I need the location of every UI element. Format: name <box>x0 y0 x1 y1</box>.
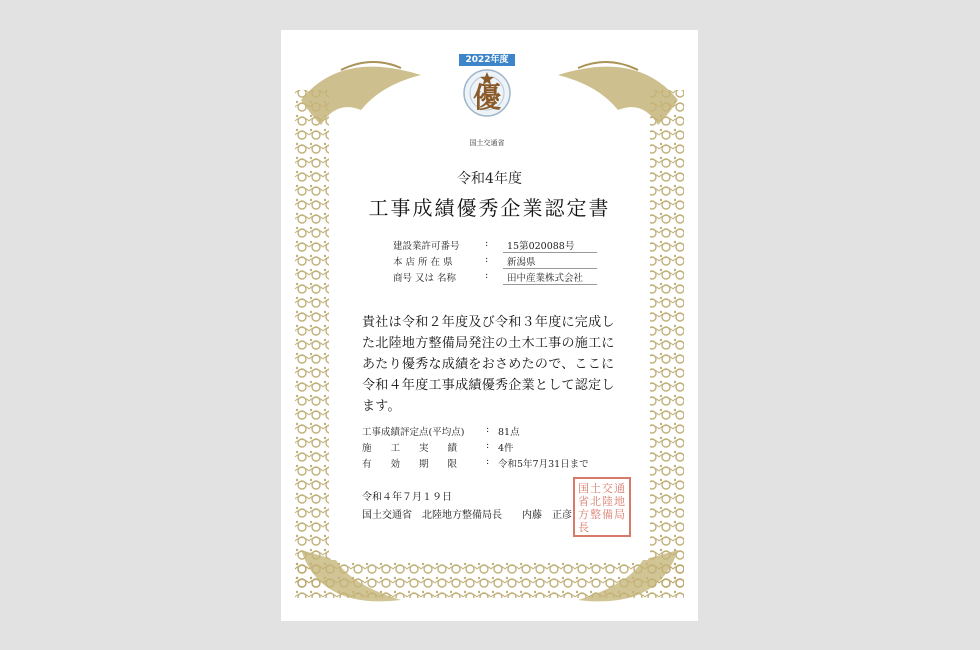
award-badge <box>459 54 515 152</box>
certificate-body: 貴社は令和２年度及び令和３年度に完成した北陸地方整備局発注の土木工事の施工にあたり優秀な成績をおさめたので、ここに令和４年度工事成績優秀企業として認定します。 <box>362 315 615 414</box>
badge-character: 優 <box>472 81 501 114</box>
stat-row <box>362 454 622 470</box>
certificate-paper <box>281 30 698 621</box>
info-label: 建設業許可番号 <box>393 241 460 252</box>
info-row <box>393 268 593 284</box>
info-row <box>393 252 593 268</box>
stat-value: 4件 <box>498 443 514 454</box>
info-row <box>393 236 593 252</box>
stat-colon: : <box>486 440 490 451</box>
company-info <box>393 236 593 284</box>
issuer: 国土交通省 北陸地方整備局長 内藤 正彦 <box>362 510 572 521</box>
info-colon: : <box>485 254 489 265</box>
stat-colon: : <box>486 424 490 435</box>
badge-ministry: 国土交通省 <box>469 139 505 147</box>
stat-value: 令和5年7月31日まで <box>498 459 589 470</box>
stat-value: 81点 <box>498 427 520 438</box>
stat-label: 工事成績評定点(平均点) <box>362 427 465 438</box>
official-seal <box>573 477 631 537</box>
info-value: 田中産業株式会社 <box>503 270 597 285</box>
certificate-title: 工事成績優秀企業認定書 <box>368 196 611 220</box>
stat-row <box>362 438 622 454</box>
stat-label: 施 工 実 績 <box>362 443 458 454</box>
issue-date: 令和４年７月１９日 <box>362 492 452 503</box>
stat-label: 有 効 期 限 <box>362 459 458 470</box>
info-colon: : <box>485 238 489 249</box>
info-label: 本 店 所 在 県 <box>393 257 453 268</box>
info-label: 商号 又は 名称 <box>393 273 457 284</box>
info-value: 15第020088号 <box>503 238 597 253</box>
seal-text: 国土交通省北陸地方整備局長 <box>578 482 626 534</box>
performance-stats <box>362 422 622 470</box>
badge-year: 2022年度 <box>459 54 515 66</box>
certificate-year-title: 令和4年度 <box>457 171 522 187</box>
stat-colon: : <box>486 456 490 467</box>
info-colon: : <box>485 270 489 281</box>
stat-row <box>362 422 622 438</box>
info-value: 新潟県 <box>503 254 597 269</box>
